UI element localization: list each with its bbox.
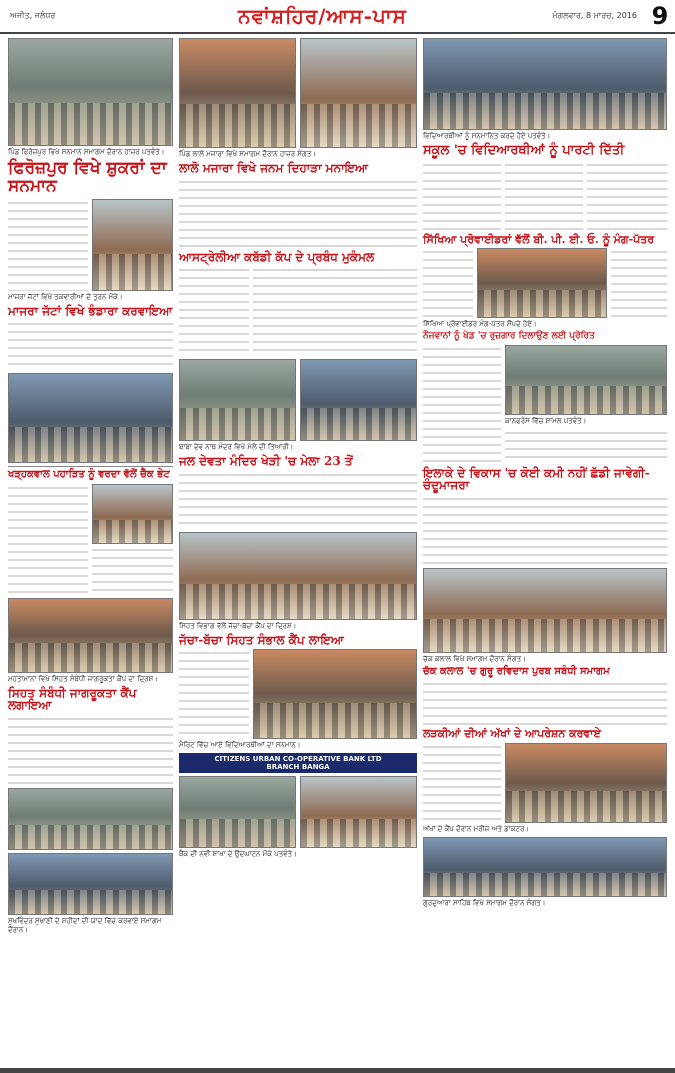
headline: ਲਾਲੋ ਮਜਾਰਾ ਵਿਖੇ ਜਨਮ ਦਿਹਾੜਾ ਮਨਾਇਆ	[179, 161, 368, 175]
photo-caption: ਸੁਖਵਿੰਦਰ ਸੁਖਾਣੀ ਦੇ ਸ਼ਹੀਦਾਂ ਦੀ ਯਾਦ ਵਿੱਚ ਕਰਵਾਏ ਸਮਾਗਮ ਦੌਰਾਨ।	[8, 916, 162, 934]
news-photo	[179, 776, 296, 848]
news-photo	[8, 788, 173, 850]
news-photo	[8, 598, 173, 673]
article-text	[8, 320, 173, 370]
article-text	[92, 546, 173, 594]
article-text	[423, 743, 501, 823]
article-text	[179, 471, 417, 529]
headline: ਆਸਟ੍ਰੇਲੀਆ ਕਬੱਡੀ ਕੱਪ ਦੇ ਪ੍ਰਬੰਧ ਮੁਕੰਮਲ	[179, 249, 375, 264]
column-right	[423, 38, 667, 1068]
news-photo	[423, 837, 667, 897]
bank-name: CITIZENS URBAN CO-OPERATIVE BANK LTD	[214, 755, 382, 764]
news-photo	[179, 38, 296, 148]
article-text	[8, 484, 88, 594]
headline: ਇਲਾਕੇ ਦੇ ਵਿਕਾਸ 'ਚ ਕੋਈ ਕਮੀ ਨਹੀਂ ਛੱਡੀ ਜਾਵੇਗੀ-ਚੰਦੂਮਾਜਰਾ	[423, 465, 650, 493]
headline: ਸਿਹਤ ਸੰਬੰਧੀ ਜਾਗਰੂਕਤਾ ਕੈਂਪ ਲਗਾਇਆ	[8, 685, 137, 713]
news-photo	[253, 649, 417, 739]
page-number: 9	[651, 2, 669, 30]
bank-banner	[179, 753, 417, 773]
article-text	[179, 649, 249, 739]
photo-caption: ਪਿੰਡ ਲਾਲੋ ਮਜਾਰਾ ਵਿਖੇ ਸਮਾਗਮ ਦੌਰਾਨ ਹਾਜ਼ਰ ਸੰਗਤ।	[179, 150, 316, 158]
article-text	[179, 178, 417, 248]
bank-branch: BRANCH BANGA	[266, 763, 330, 772]
article-text	[8, 715, 173, 785]
news-photo	[8, 38, 173, 146]
article-text	[587, 161, 667, 231]
headline: ਮਾਜਰਾ ਜੱਟਾਂ ਵਿਖੇ ਭੰਡਾਰਾ ਕਰਵਾਇਆ	[8, 303, 173, 318]
photo-caption: ਮੈਰਿਟ ਵਿੱਚ ਆਏ ਵਿਦਿਆਰਥੀਆਂ ਦਾ ਸਨਮਾਨ।	[179, 741, 301, 750]
article-text	[423, 248, 473, 318]
photo-caption: ਬਾਬਾ ਦੇਵ ਨਾਥ ਮੰਦਰ ਵਿਖੇ ਮੇਲੇ ਦੀ ਤਿਆਰੀ।	[179, 443, 294, 452]
headline: ਜੱਚਾ-ਬੱਚਾ ਸਿਹਤ ਸੰਭਾਲ ਕੈਂਪ ਲਾਇਆ	[179, 632, 344, 647]
column-left	[8, 38, 173, 1068]
article-text	[505, 429, 667, 464]
article-text	[423, 161, 501, 231]
photo-caption: ਮਾਜਰਾ ਜੱਟਾਂ ਵਿਖੇ ਤਕਵਾਰੀਆਂ ਦੇ ਤੁਰਨ ਮੌਕੇ।	[8, 292, 123, 301]
masthead-date: ਮੰਗਲਵਾਰ, 8 ਮਾਰਚ, 2016	[552, 11, 637, 20]
news-photo	[179, 359, 296, 441]
photo-caption: ਅੱਖਾਂ ਦੇ ਕੈਂਪ ਦੌਰਾਨ ਮਰੀਜ਼ ਅਤੇ ਡਾਕਟਰ।	[423, 824, 530, 833]
photo-caption: ਮਹਤਾਮਾਨਾ ਵਿਖੇ ਸਿਹਤ ਸੰਬੰਧੀ ਜਾਗਰੂਕਤਾ ਕੈਂਪ ਦਾ ਦ੍ਰਿਸ਼।	[8, 674, 158, 683]
masthead	[0, 0, 675, 34]
photo-caption: ਕਾਨਫਰੰਸ ਵਿੱਚ ਸ਼ਾਮਲ ਪਤਵੰਤੇ।	[505, 416, 587, 425]
headline: ਫਿਰੋਜ਼ਪੁਰ ਵਿਖੇ ਸ਼ੁਕਰਾਂ ਦਾ ਸਨਮਾਨ	[8, 158, 167, 196]
news-photo	[8, 373, 173, 463]
photo-caption: ਚੱਕ ਕਲਾਲ ਵਿਖੇ ਸਮਾਗਮ ਦੌਰਾਨ ਸੰਗਤ।	[423, 654, 526, 663]
headline: ਖੜ੍ਹਕਵਾਲ ਪਹਾੜਿਤ ਨੂੰ ਵਰਦਾ ਵੱਲੋਂ ਚੈੱਕ ਭੇਟ	[8, 469, 170, 481]
headline: ਚੱਕ ਕਲਾਲ 'ਚ ਗੁਰੂ ਰਵਿਦਾਸ ਪੁਰਬ ਸਬੰਧੀ ਸਮਾਗਮ	[423, 665, 610, 677]
photo-caption: ਸਿੱਖਿਆ ਪ੍ਰੋਵਾਈਡਰ ਮੰਗ-ਪੱਤਰ ਸੌਂਪਦੇ ਹੋਏ।	[423, 320, 537, 329]
article-text	[423, 495, 667, 565]
news-photo	[179, 532, 417, 620]
news-photo	[423, 38, 667, 130]
photo-caption: ਪਿੰਡ ਫਿਰੋਜ਼ਪੁਰ ਵਿਖੇ ਸਨਮਾਨ ਸਮਾਗਮ ਦੌਰਾਨ ਹਾਜ਼ਰ ਪਤਵੰਤੇ।	[8, 148, 165, 156]
news-photo	[8, 853, 173, 915]
news-photo	[505, 345, 667, 415]
headline: ਲੜਕੀਆਂ ਦੀਆਂ ਅੱਖਾਂ ਦੇ ਆਪਰੇਸ਼ਨ ਕਰਵਾਏ	[423, 727, 601, 741]
photo-caption: ਵਿਦਿਆਰਥੀਆਂ ਨੂੰ ਸਨਮਾਨਿਤ ਕਰਦੇ ਹੋਏ ਪਤਵੰਤੇ।	[423, 132, 551, 140]
article-text	[423, 680, 667, 725]
masthead-section-title: ਨਵਾਂਸ਼ਹਿਰ/ਆਸ-ਪਾਸ	[238, 4, 407, 28]
news-photo	[92, 484, 173, 544]
article-text	[611, 248, 667, 318]
news-photo	[300, 359, 417, 441]
article-text	[8, 199, 88, 291]
photo-caption: ਗੁਰਦੁਆਰਾ ਸਾਹਿਬ ਵਿਖੇ ਸਮਾਗਮ ਦੌਰਾਨ ਸੰਗਤ।	[423, 898, 546, 907]
article-text	[253, 266, 417, 356]
article-text	[179, 266, 249, 356]
news-photo	[423, 568, 667, 653]
news-photo	[300, 38, 417, 148]
news-photo	[505, 743, 667, 823]
page-footer-rule	[0, 1068, 675, 1073]
photo-caption: ਬੈਂਕ ਦੀ ਨਵੀਂ ਸ਼ਾਖਾ ਦੇ ਉਦਘਾਟਨ ਮੌਕੇ ਪਤਵੰਤੇ।	[179, 850, 297, 859]
headline: ਨੌਜਵਾਨਾਂ ਨੂੰ ਖੇਡ 'ਚ ਰੁਜ਼ਗਾਰ ਦਿਲਾਉਣ ਲਈ ਪ੍ਰੇਰਿਤ	[423, 331, 595, 342]
news-photo	[300, 776, 417, 848]
news-photo	[477, 248, 607, 318]
headline: ਸਿੱਖਿਆ ਪ੍ਰੋਵਾਈਡਰਾਂ ਵੱਲੋਂ ਬੀ. ਪੀ. ਈ. ਓ. ਨੂੰ ਮੰਗ-ਪੱਤਰ	[423, 232, 655, 246]
article-text	[423, 345, 501, 463]
headline: ਸਕੂਲ 'ਚ ਵਿਦਿਆਰਥੀਆਂ ਨੂੰ ਪਾਰਟੀ ਦਿੱਤੀ	[423, 143, 625, 158]
news-photo	[92, 199, 173, 291]
headline: ਜਲ ਦੇਵਤਾ ਮੰਦਿਰ ਖੇੜੀ 'ਚ ਮੇਲਾ 23 ਤੋਂ	[179, 454, 353, 469]
column-middle	[179, 38, 417, 1068]
masthead-paper-name: ਅਜੀਤ, ਜਲੰਧਰ	[10, 11, 56, 20]
photo-caption: ਸਿਹਤ ਵਿਭਾਗ ਵੱਲੋਂ ਜੱਚਾ-ਬੱਚਾ ਕੈਂਪ ਦਾ ਦ੍ਰਿਸ਼।	[179, 621, 297, 630]
article-text	[505, 161, 583, 231]
